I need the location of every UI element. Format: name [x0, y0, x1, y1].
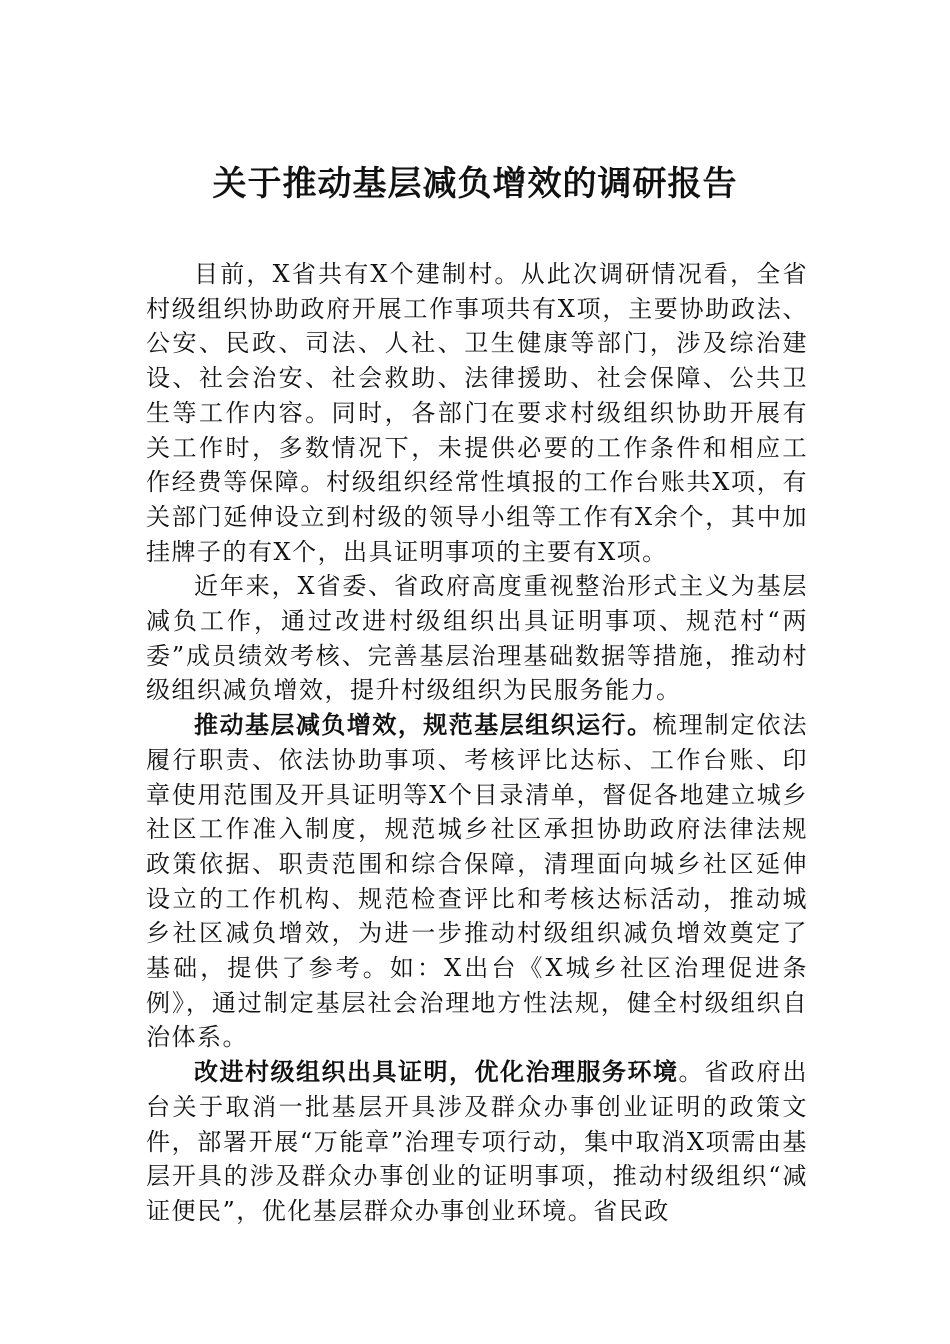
paragraph-3-text: 梳理制定依法履行职责、依法协助事项、考核评比达标、工作台账、印章使用范围及开具证明等X个目录清单，督促各地建立城乡社区工作准入制度，规范城乡社区承担协助政府法律法规政策依据、职责范围和综合保障，清理面向城乡社区延伸设立的工作机构、规范检查评比和考核达标活动，推动城乡社区减负增效，为进一步推动村级组织减负增效奠定了基础，提供了参考。如：X出台《X城乡社区治理促进条例》，通过制定基层社会治理地方性法规，健全村级组织自治体系。 — [146, 711, 809, 1052]
document-body — [146, 257, 808, 1229]
paragraph-4 — [146, 1055, 808, 1229]
paragraph-1 — [146, 257, 808, 569]
paragraph-2 — [146, 569, 808, 708]
paragraph-4-lead: 改进村级组织出具证明，优化治理服务环境 — [194, 1058, 679, 1087]
paragraph-2-text: 近年来，X省委、省政府高度重视整治形式主义为基层减负工作，通过改进村级组织出具证明事项、规范村“两委”成员绩效考核、完善基层治理基础数据等措施，推动村级组织减负增效，提升村级组织为民服务能力。 — [146, 572, 808, 705]
paragraph-1-text: 目前，X省共有X个建制村。从此次调研情况看，全省村级组织协助政府开展工作事项共有X项，主要协助政法、公安、民政、司法、人社、卫生健康等部门，涉及综治建设、社会治安、社会救助、法律援助、社会保障、公共卫生等工作内容。同时，各部门在要求村级组织协助开展有关工作时，多数情况下，未提供必要的工作条件和相应工作经费等保障。村级组织经常性填报的工作台账共X项，有关部门延伸设立到村级的领导小组等工作有X余个，其中加挂牌子的有X个，出具证明事项的主要有X项。 — [146, 260, 808, 566]
paragraph-3 — [146, 708, 808, 1055]
document-title: 关于推动基层减负增效的调研报告 — [212, 164, 738, 204]
paragraph-4-text: 。省政府出台关于取消一批基层开具涉及群众办事创业证明的政策文件，部署开展“万能章”治理专项行动，集中取消X项需由基层开具的涉及群众办事创业的证明事项，推动村级组织“减证便民”，优化基层群众办事创业环境。省民政 — [146, 1058, 808, 1225]
paragraph-3-lead: 推动基层减负增效，规范基层组织运行。 — [194, 711, 653, 740]
